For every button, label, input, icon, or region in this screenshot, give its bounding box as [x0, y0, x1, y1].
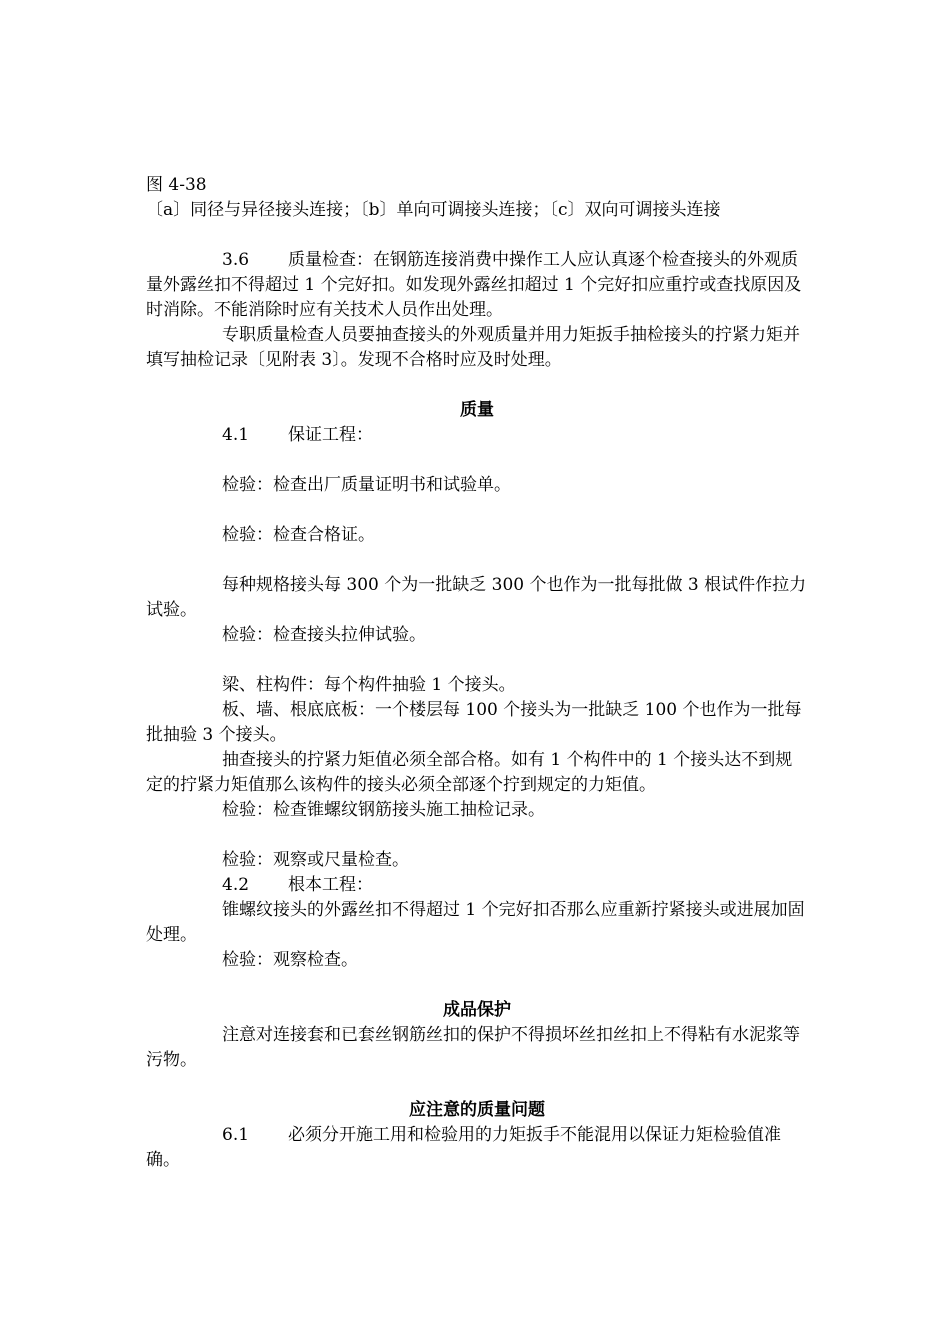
section-3-6-paragraph-2: 专职质量检查人员要抽查接头的外观质量并用力矩扳手抽检接头的拧紧力矩并填写抽检记录〔见附表 3〕。发现不合格时应及时处理。 [146, 325, 800, 370]
thread-paragraph: 锥螺纹接头的外露丝扣不得超过 1 个完好扣否那么应重新拧紧接头或进展加固处理。 [146, 900, 805, 945]
section-title: 保证工程： [288, 425, 373, 445]
spacer [146, 823, 808, 848]
beam-paragraph: 梁、柱构件：每个构件抽验 1 个接头。 [222, 675, 516, 695]
section-4-1-title [146, 423, 808, 448]
batch-paragraph: 每种规格接头每 300 个为一批缺乏 300 个也作为一批每批做 3 根试件作拉力试验。 [146, 575, 807, 620]
check-item: 检验：检查合格证。 [222, 525, 375, 545]
spacer [146, 448, 808, 473]
check-item: 检验：检查接头拉伸试验。 [222, 625, 426, 645]
check-item: 检验：观察检查。 [222, 950, 358, 970]
protection-heading: 成品保护 [443, 1000, 511, 1020]
spacer [146, 548, 808, 573]
quality-heading: 质量 [460, 400, 494, 420]
section-6-1-text: 必须分开施工用和检验用的力矩扳手不能混用以保证力矩检验值准确。 [146, 1125, 781, 1170]
protection-paragraph: 注意对连接套和已套丝钢筋丝扣的保护不得损坏丝扣丝扣上不得粘有水泥浆等污物。 [146, 1025, 800, 1070]
section-number: 3.6 [222, 250, 250, 270]
spacer [146, 1073, 808, 1098]
document-page [146, 173, 808, 1173]
spacer [146, 648, 808, 673]
check-item: 检验：观察或尺量检查。 [222, 850, 409, 870]
spacer [146, 498, 808, 523]
spacer [146, 373, 808, 398]
check-item: 检验：检查出厂质量证明书和试验单。 [222, 475, 511, 495]
figure-caption: 图 4-38 [146, 175, 207, 195]
section-3-6-paragraph [146, 248, 808, 323]
issues-heading: 应注意的质量问题 [409, 1100, 545, 1120]
figure-subcaption: 〔a〕同径与异径接头连接；〔b〕单向可调接头连接；〔c〕双向可调接头连接 [146, 200, 721, 220]
spacer [146, 973, 808, 998]
section-4-2-title [146, 873, 808, 898]
check-item: 检验：检查锥螺纹钢筋接头施工抽检记录。 [222, 800, 545, 820]
section-title: 根本工程： [288, 875, 373, 895]
section-6-1-paragraph [146, 1123, 808, 1173]
slab-paragraph: 板、墙、根底底板：一个楼层每 100 个接头为一批缺乏 100 个也作为一批每批抽验 3 个接头。 [146, 700, 802, 745]
section-3-6-text: 质量检查：在钢筋连接消费中操作工人应认真逐个检查接头的外观质量外露丝扣不得超过 1 个完好扣。如发现外露丝扣超过 1 个完好扣应重拧或查找原因及时消除。不能消除时应有关技术人员作出处理。 [146, 250, 802, 320]
section-number: 6.1 [222, 1125, 250, 1145]
spacer [146, 223, 808, 248]
torque-paragraph: 抽查接头的拧紧力矩值必须全部合格。如有 1 个构件中的 1 个接头达不到规定的拧紧力矩值那么该构件的接头必须全部逐个拧到规定的力矩值。 [146, 750, 793, 795]
section-number: 4.2 [222, 875, 250, 895]
section-number: 4.1 [222, 425, 250, 445]
